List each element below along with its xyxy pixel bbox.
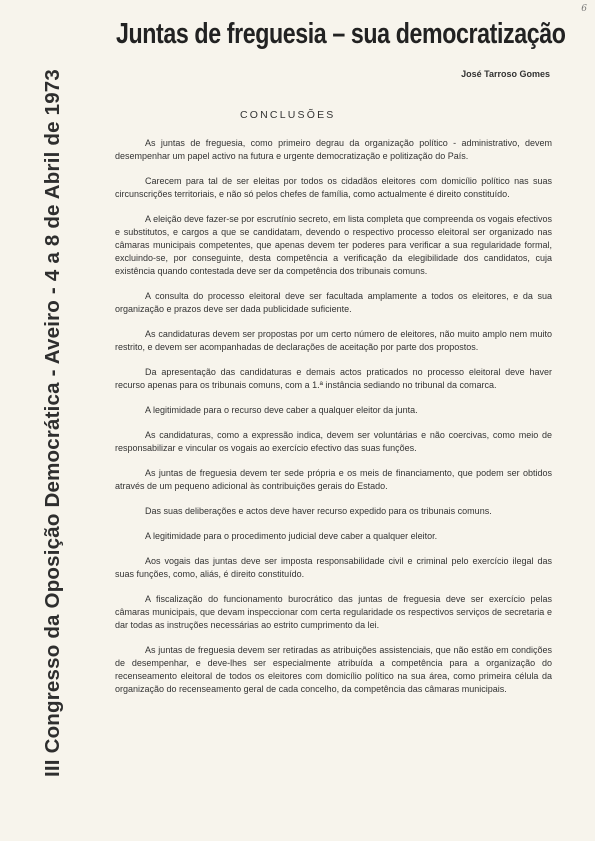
article-author: José Tarroso Gomes [461, 69, 550, 79]
paragraph: Da apresentação das candidaturas e demais actos praticados no processo eleitoral deve haver recurso apenas para os tribunais comuns, com a 1.ª instância sediando no tribunal da comarca. [115, 367, 552, 390]
paragraph: A legitimidade para o recurso deve caber a qualquer eleitor da junta. [145, 405, 418, 415]
section-heading: CONCLUSÕES [240, 109, 336, 121]
paragraph: Das suas deliberações e actos deve haver recurso expedido para os tribunais comuns. [145, 506, 492, 516]
paragraph: A consulta do processo eleitoral deve ser facultada amplamente a todos os eleitores, e da sua organização e prazos deve ser dada publicidade suficiente. [115, 291, 552, 314]
article-title: Juntas de freguesia – sua democratização [116, 18, 566, 50]
paragraph: As juntas de freguesia devem ser retiradas as atribuições assistenciais, que não estão em condições de desempenhar, e deve-lhes ser especialmente atribuída a competência para a organização do recenseamento eleitoral de todos os eleitores com domicílio político na sua área, como primeira célula da organização do recenseamento geral de cada concelho, da competência das câmaras municipais. [115, 645, 552, 694]
article-body [115, 137, 552, 708]
page-number-mark: 6 [581, 4, 587, 14]
paragraph: Aos vogais das juntas deve ser imposta responsabilidade civil e criminal pelo exercício ilegal das suas funções, como, aliás, é direito constituído. [115, 556, 552, 579]
paragraph: Carecem para tal de ser eleitas por todos os cidadãos eleitores com domicílio político nas suas circunscrições territoriais, e não só pelos chefes de família, como actualmente é direito constituído. [115, 176, 552, 199]
paragraph: A legitimidade para o procedimento judicial deve caber a qualquer eleitor. [145, 531, 438, 541]
paragraph: A fiscalização do funcionamento burocrático das juntas de freguesia deve ser exercício pelas câmaras municipais, que devam inspeccionar com certa regularidade os respectivos serviços de secretaria e dar todas as instruções necessárias ao estrito cumprimento da lei. [115, 594, 552, 630]
congress-title-vertical: III Congresso da Oposição Democrática - Aveiro - 4 a 8 de Abril de 1973 [41, 68, 64, 778]
paragraph: As candidaturas devem ser propostas por um certo número de eleitores, não muito amplo nem muito restrito, e devem ser acompanhadas de declarações de aceitação por parte dos propostos. [115, 329, 552, 352]
paragraph: As candidaturas, como a expressão indica, devem ser voluntárias e não coercivas, como meio de responsabilizar e vincular os vogais ao exercício efectivo das suas funções. [115, 430, 552, 453]
paragraph: As juntas de freguesia, como primeiro degrau da organização político - administrativo, devem desempenhar um papel activo na futura e urgente democratização e politização do País. [115, 138, 552, 161]
paragraph: A eleição deve fazer-se por escrutínio secreto, em lista completa que compreenda os vogais efectivos e substitutos, e cargos a que se candidatam, devendo o respectivo processo eleitoral ser organizado nas câmaras municipais competentes, que apenas devem ter poderes para verificar a sua regularidade formal, excluindo-se, por conseguinte, desta competência a verificação da elegibilidade dos candidatos, cuja existência quando contestada deve ser da competência dos tribunais comuns. [115, 214, 552, 276]
paragraph: As juntas de freguesia devem ter sede própria e os meis de financiamento, que podem ser obtidos através de um pequeno adicional às contribuições gerais do Estado. [115, 468, 552, 491]
